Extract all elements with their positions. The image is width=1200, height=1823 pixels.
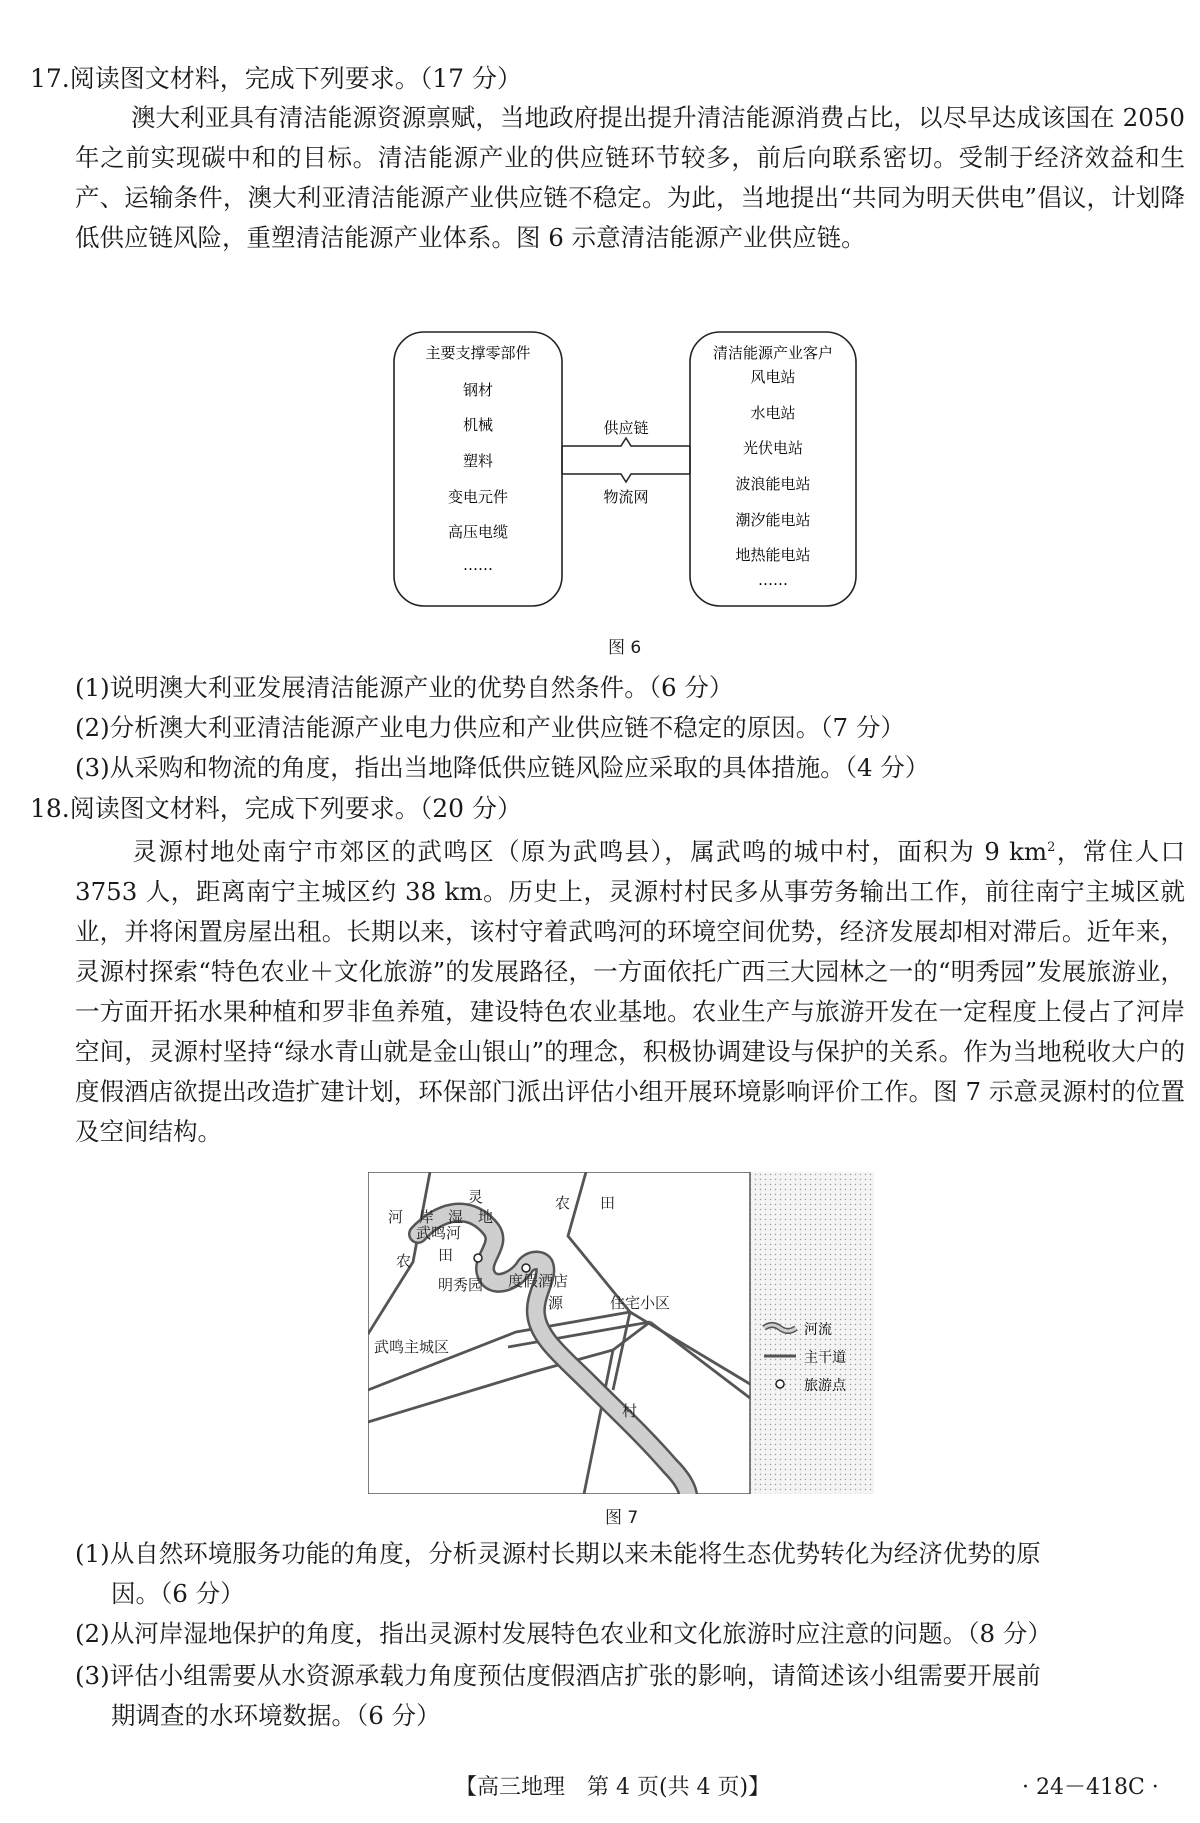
components-title: 主要支撑零部件	[425, 344, 531, 362]
q18-intro-a: 灵源村地处南宁市郊区的武鸣区（原为武鸣县），属武鸣的城中村，面积为 9 km	[131, 837, 1048, 867]
wetland-label: 湿	[448, 1208, 464, 1226]
q17-intro	[75, 98, 1185, 258]
q18-sub-3	[75, 1656, 1185, 1736]
q18-sub-1-line2: 因。（6 分）	[111, 1579, 245, 1608]
footer-code: · 24－418C ·	[1022, 1775, 1159, 1800]
component-item: 塑料	[462, 452, 494, 470]
figure-7-caption: 图 7	[605, 1508, 639, 1528]
q18-heading: 18.阅读图文材料，完成下列要求。（20 分）	[30, 794, 523, 823]
legend-tourist-label: 旅游点	[804, 1378, 846, 1394]
component-item: 高压电缆	[447, 523, 509, 541]
legend-river-label: 河流	[804, 1322, 832, 1338]
logistics-label: 物流网	[603, 488, 649, 506]
customer-item: ……	[758, 571, 788, 589]
logistics-link	[562, 474, 690, 482]
ling-label: 灵	[468, 1188, 484, 1206]
farm-top-label: 田	[600, 1194, 616, 1212]
mingxiu-label: 明秀园	[438, 1276, 484, 1294]
component-item: ……	[463, 556, 493, 574]
cun-label: 村	[622, 1402, 638, 1420]
wetland-label: 岸	[419, 1208, 435, 1226]
q17-heading: 17.阅读图文材料，完成下列要求。（17 分）	[30, 64, 523, 93]
q18-sub-2-line1: (2)从河岸湿地保护的角度，指出灵源村发展特色农业和文化旅游时应注意的问题。（8 分）	[75, 1619, 1052, 1648]
customers-title: 清洁能源产业客户	[712, 344, 834, 362]
wetland-label: 地	[478, 1208, 494, 1226]
q17-sub-1: (1)说明澳大利亚发展清洁能源产业的优势自然条件。（6 分）	[75, 673, 734, 702]
wetland-label: 河	[388, 1208, 404, 1226]
farm-top-label: 农	[555, 1194, 571, 1212]
supply-chain-label: 供应链	[603, 419, 649, 437]
hotel-label: 度假酒店	[508, 1272, 569, 1290]
farm-left-label: 田	[438, 1246, 454, 1264]
q17-intro-text: 澳大利亚具有清洁能源资源禀赋，当地政府提出提升清洁能源消费占比，以尽早达成该国在 2050 年之前实现碳中和的目标。清洁能源产业的供应链环节较多，前后向联系密切。受制于经济效益和生产、运输条件，澳大利亚清洁能源产业供应链不稳定。为此，当地提出“共同为明天供电”倡议，计划降低供应链风险，重塑清洁能源产业体系。图 6 示意清洁能源产业供应链。	[75, 103, 1185, 252]
customer-item: 水电站	[750, 404, 796, 422]
customer-item: 光伏电站	[742, 439, 804, 457]
customer-item: 地热能电站	[735, 546, 811, 564]
q18-sub-2	[75, 1614, 1185, 1654]
figure-7-map	[368, 1172, 874, 1494]
footer-page-info: 【高三地理 第 4 页(共 4 页)】	[455, 1775, 771, 1800]
figure-6-caption: 图 6	[608, 638, 642, 658]
legend-road-label: 主干道	[804, 1350, 846, 1366]
river-name-label: 武鸣河	[416, 1224, 462, 1242]
q18-intro-sup: 2	[1047, 840, 1056, 855]
q17-sub-3: (3)从采购和物流的角度，指出当地降低供应链风险应采取的具体措施。（4 分）	[75, 753, 930, 782]
component-item: 变电元件	[447, 488, 509, 506]
q17-sub-2: (2)分析澳大利亚清洁能源产业电力供应和产业供应链不稳定的原因。（7 分）	[75, 713, 905, 742]
residential-label: 住宅小区	[610, 1294, 671, 1312]
q18-sub-3-line2: 期调查的水环境数据。（6 分）	[111, 1701, 441, 1730]
farm-left-label: 农	[396, 1252, 412, 1270]
city-label: 武鸣主城区	[374, 1338, 450, 1356]
yuan-label: 源	[548, 1294, 564, 1312]
component-item: 钢材	[462, 381, 494, 399]
customer-item: 潮汐能电站	[735, 511, 811, 529]
component-item: 机械	[462, 416, 494, 434]
q18-sub-1-line1: (1)从自然环境服务功能的角度，分析灵源村长期以来未能将生态优势转化为经济优势的原	[75, 1539, 1041, 1568]
q18-sub-1	[75, 1534, 1185, 1614]
q18-intro-b: ，常住人口 3753 人，距离南宁主城区约 38 km。历史上，灵源村村民多从事劳务输出工作，前往南宁主城区就业，并将闲置房屋出租。长期以来，该村守着武鸣河的环境空间优势，经济发展却相对滞后。近年来，灵源村探索“特色农业＋文化旅游”的发展路径，一方面依托广西三大园林之一的“明秀园”发展旅游业，一方面开拓水果种植和罗非鱼养殖，建设特色农业基地。农业生产与旅游开发在一定程度上侵占了河岸空间，灵源村坚持“绿水青山就是金山银山”的理念，积极协调建设与保护的关系。作为当地税收大户的度假酒店欲提出改造扩建计划，环保部门派出评估小组开展环境影响评价工作。图 7 示意灵源村的位置及空间结构。	[75, 837, 1185, 1147]
customer-item: 波浪能电站	[735, 475, 811, 493]
customer-item: 风电站	[750, 368, 796, 386]
q18-intro	[75, 828, 1185, 1152]
tourist-point-hotel	[522, 1264, 530, 1272]
supply-chain-link	[562, 438, 690, 446]
q18-sub-3-line1: (3)评估小组需要从水资源承载力角度预估度假酒店扩张的影响，请简述该小组需要开展前	[75, 1661, 1041, 1690]
tourist-point-mingxiu	[474, 1254, 482, 1262]
legend-tourist-icon	[776, 1380, 784, 1388]
figure-6-supply-chain	[390, 322, 860, 622]
